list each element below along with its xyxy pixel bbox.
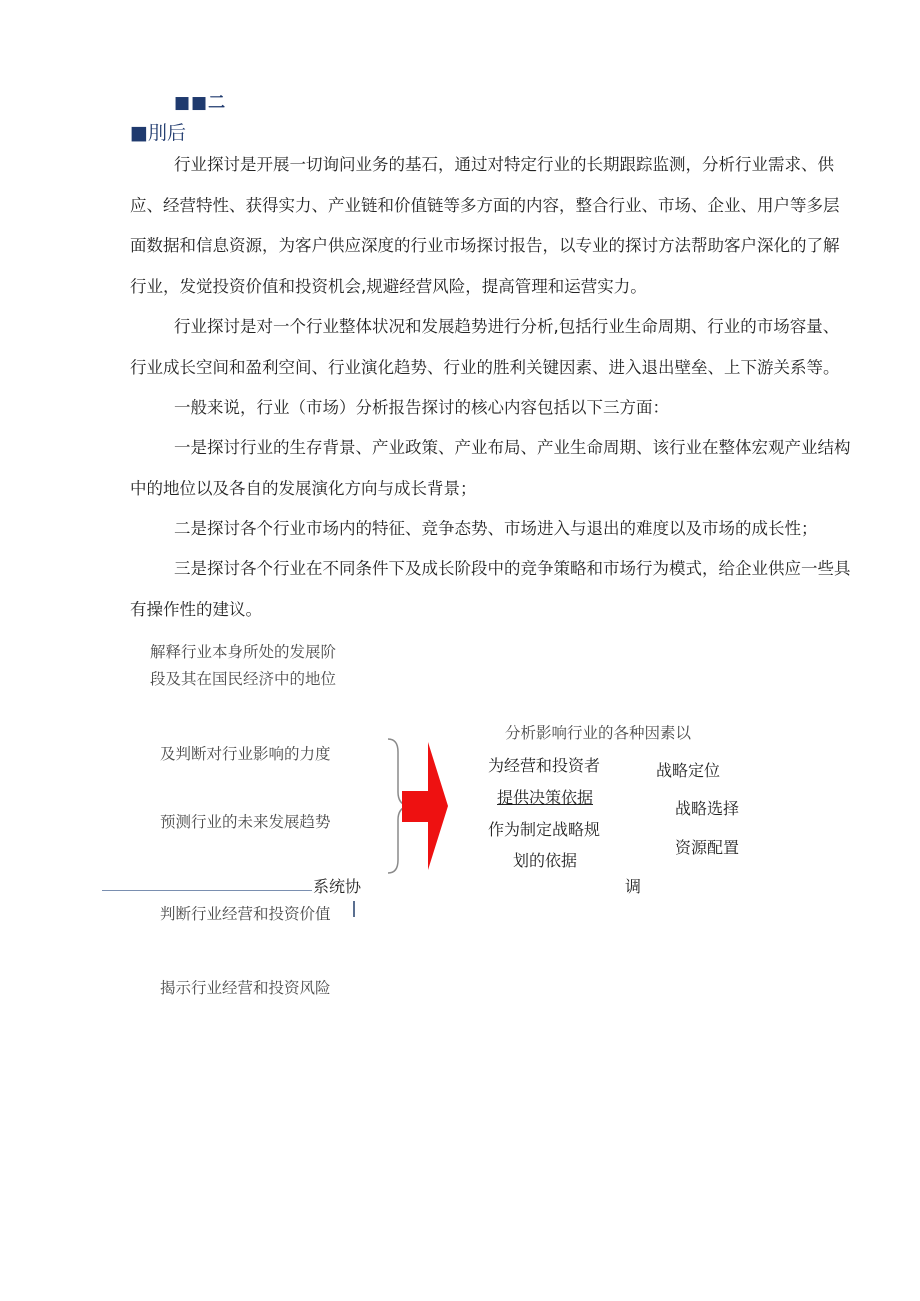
diagram-left-item-2: 及判断对行业影响的力度: [160, 745, 331, 763]
paragraph-2: [130, 307, 855, 388]
paragraph-4-text: 一是探讨行业的生存背景、产业政策、产业布局、产业生命周期、该行业在整体宏观产业结构中的地位以及各自的发展演化方向与成长背景；: [130, 438, 851, 498]
right-arrow-icon: [402, 742, 448, 870]
paragraph-5: [130, 509, 855, 550]
diagram-connector: [380, 736, 450, 876]
vertical-bar-marker: [353, 901, 355, 917]
diagram-right-item-1: 战略定位: [656, 761, 721, 780]
diagram-middle-line-2: 为经营和投资者: [488, 756, 601, 775]
diagram-middle-line-5: 划的依据: [513, 851, 578, 870]
paragraph-5-text: 二是探讨各个行业市场内的特征、竞争态势、市场进入与退出的难度以及市场的成长性；: [174, 519, 818, 538]
paragraph-6-text: 三是探讨各个行业在不同条件下及成长阶段中的竞争策略和市场行为模式，给企业供应一些具有操作性的建议。: [130, 559, 851, 619]
paragraph-3-text: 一般来说，行业（市场）分析报告探讨的核心内容包括以下三方面：: [174, 398, 669, 417]
paragraph-6: [130, 549, 855, 630]
paragraph-4: [130, 428, 855, 509]
horizontal-rule: [102, 890, 312, 891]
diagram-left-item-5: 揭示行业经营和投资风险: [160, 979, 331, 997]
diagram-left-item-1-line-1: 解释行业本身所处的发展阶: [150, 643, 337, 661]
diagram-middle-line-4: 作为制定战略规: [488, 820, 601, 839]
diagram-middle-line-1: 分析影响行业的各种因素以: [505, 724, 692, 742]
diagram-left-item-3: 预测行业的未来发展趋势: [160, 813, 331, 831]
diagram-right-item-2: 战略选择: [675, 799, 740, 818]
diagram-left-item-4: 判断行业经营和投资价值: [160, 905, 331, 923]
diagram-left-item-1-line-2: 段及其在国民经济中的地位: [150, 670, 337, 688]
diagram-right-item-3: 资源配置: [675, 838, 740, 857]
section-marker: ■■二: [174, 93, 227, 113]
system-label-left: 系统协: [313, 877, 362, 896]
system-label-right: 调: [625, 877, 642, 896]
section-title: ■刖后: [130, 122, 186, 144]
paragraph-2-text: 行业探讨是对一个行业整体状况和发展趋势进行分析,包括行业生命周期、行业的市场容量、行业成长空间和盈利空间、行业演化趋势、行业的胜利关键因素、进入退出壁垒、上下游关系等。: [130, 317, 840, 377]
paragraph-1-text: 行业探讨是开展一切询问业务的基石，通过对特定行业的长期跟踪监测，分析行业需求、供应、经营特性、获得实力、产业链和价值链等多方面的内容，整合行业、市场、企业、用户等多层面数据和信息资源，为客户供应深度的行业市场探讨报告，以专业的探讨方法帮助客户深化的了解行业，发觉投资价值和投资机会,规避经营风险，提高管理和运营实力。: [130, 155, 840, 296]
paragraph-3: [130, 388, 855, 429]
paragraph-1: [130, 145, 855, 307]
diagram-middle-line-3: 提供决策依据: [497, 788, 594, 807]
